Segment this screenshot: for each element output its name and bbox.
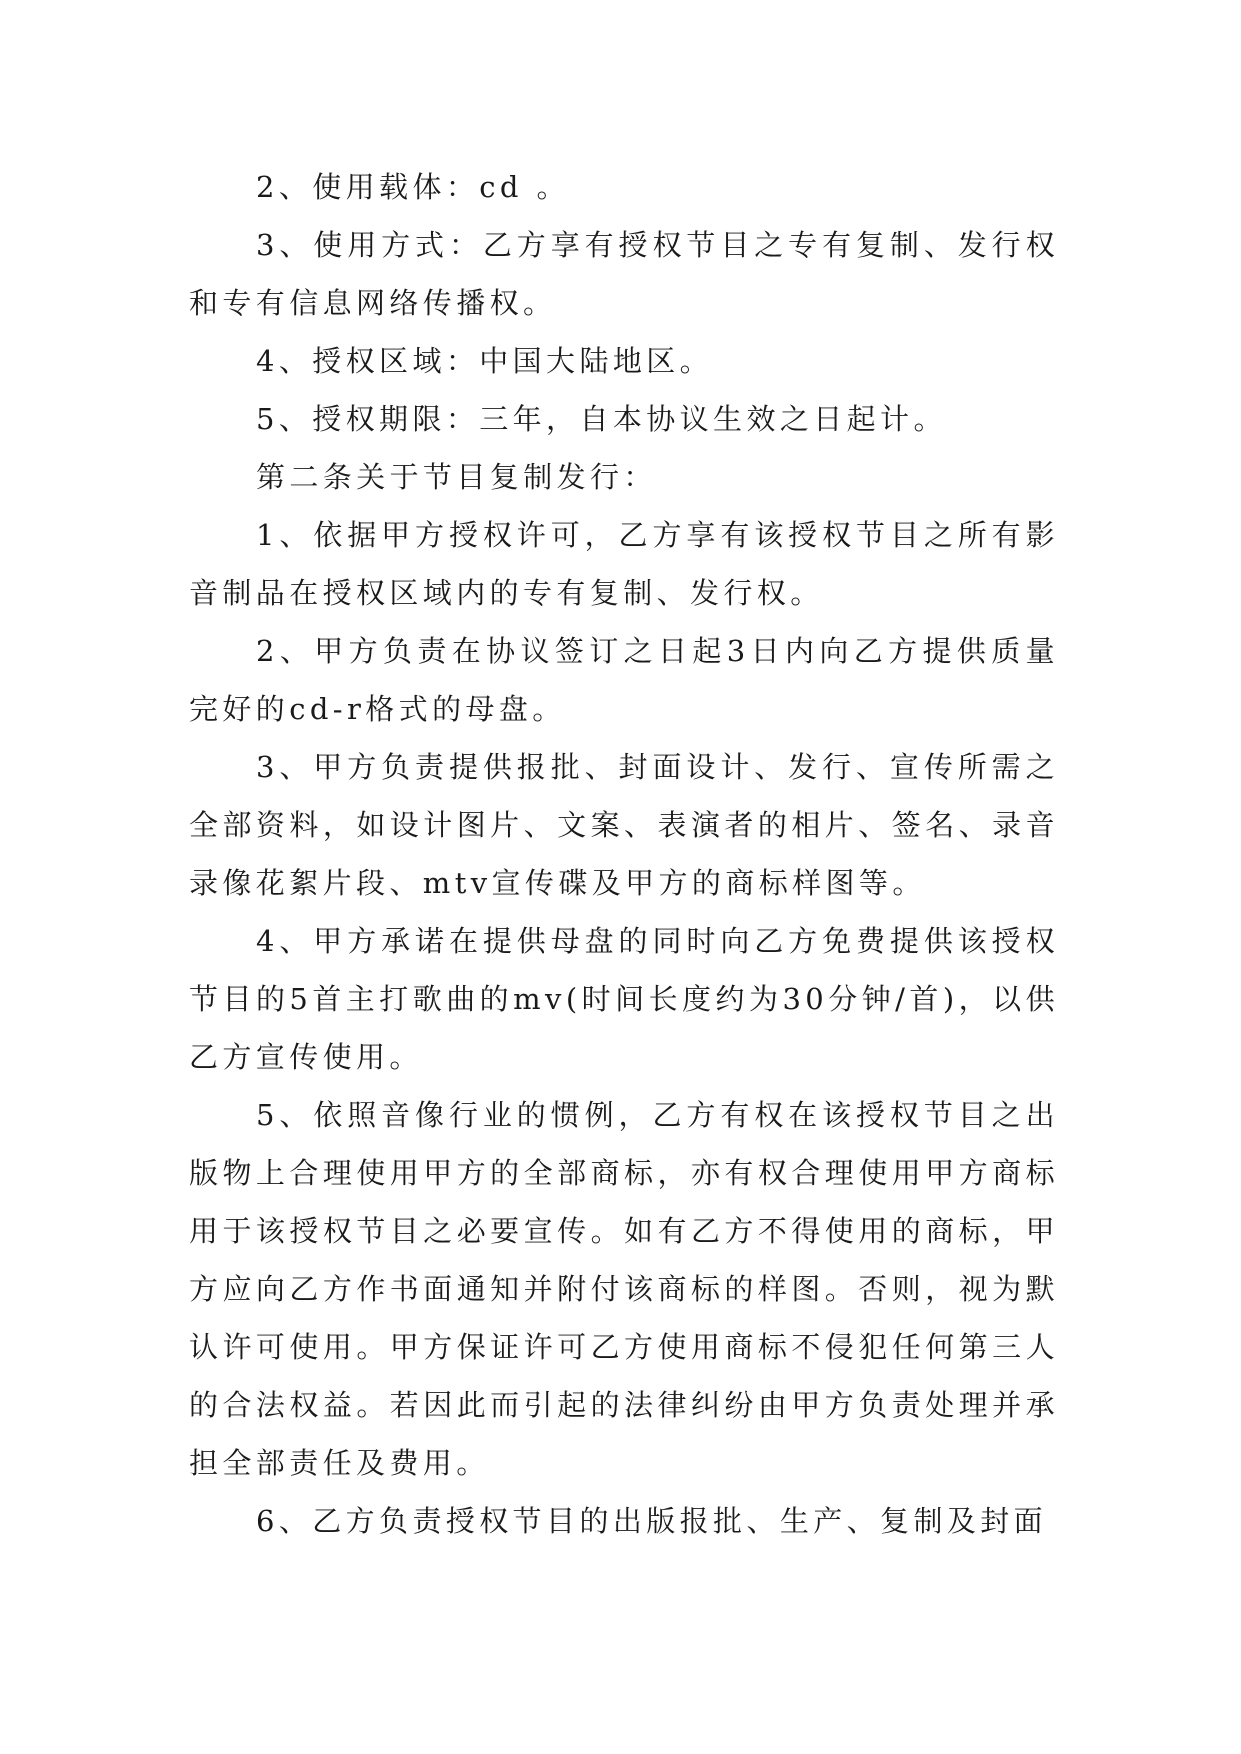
paragraph-trademark: 5、依照音像行业的惯例，乙方有权在该授权节目之出版物上合理使用甲方的全部商标，亦有权合理使用甲方商标用于该授权节目之必要宣传。如有乙方不得使用的商标，甲方应向乙方作书面通知并附付该商标的样图。否则，视为默认许可使用。甲方保证许可乙方使用商标不侵犯任何第三人的合法权益。若因此而引起的法律纠纷由甲方负责处理并承担全部责任及费用。 [189,1098,1059,1480]
paragraph-usage-method: 3、使用方式：乙方享有授权节目之专有复制、发行权和专有信息网络传播权。 [189,228,1059,320]
paragraph-exclusive-rights: 1、依据甲方授权许可，乙方享有该授权节目之所有影音制品在授权区域内的专有复制、发行权。 [189,518,1059,610]
paragraph-materials: 3、甲方负责提供报批、封面设计、发行、宣传所需之全部资料，如设计图片、文案、表演者的相片、签名、录音录像花絮片段、mtv宣传碟及甲方的商标样图等。 [189,750,1059,900]
paragraph-license-region: 4、授权区域：中国大陆地区。 [256,344,714,378]
article-2-heading: 第二条关于节目复制发行： [256,460,657,494]
document-body [189,158,1059,1550]
paragraph-master-disc: 2、甲方负责在协议签订之日起3日内向乙方提供质量完好的cd-r格式的母盘。 [189,634,1059,726]
paragraph-license-term: 5、授权期限：三年，自本协议生效之日起计。 [256,402,947,436]
paragraph-publication: 6、乙方负责授权节目的出版报批、生产、复制及封面 [256,1504,1048,1538]
paragraph-mv-supply: 4、甲方承诺在提供母盘的同时向乙方免费提供该授权节目的5首主打歌曲的mv(时间长度约为30分钟/首)，以供乙方宣传使用。 [189,924,1059,1074]
paragraph-carrier: 2、使用载体：cd 。 [256,170,570,204]
